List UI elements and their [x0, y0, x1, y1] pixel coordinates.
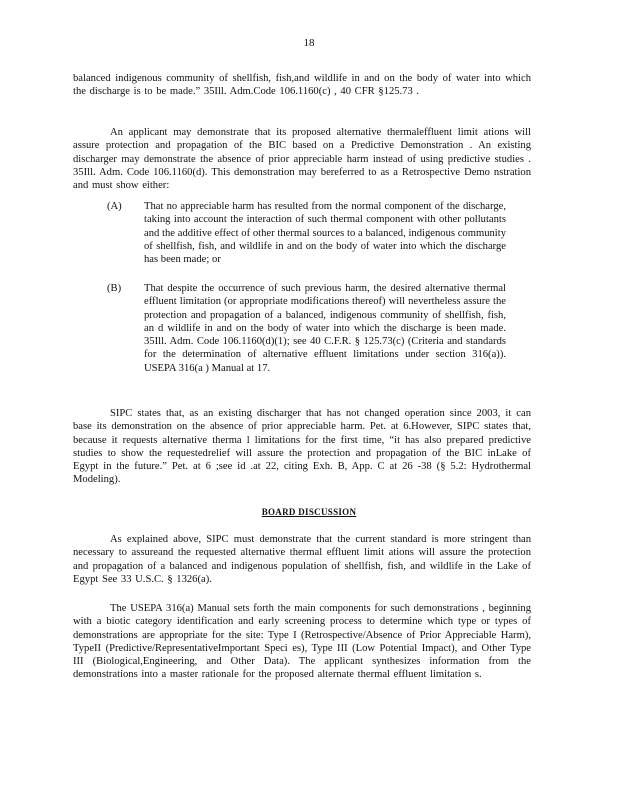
list-text-a: That no appreciable harm has resulted from the normal component of the discharge, taking into account the interaction of such thermal component with other pollutants and the additive effect of other thermal sources to a balanced, indigenous community of shellfish, fish, and wildlife in and on the body of water into which the discharge has been made; or	[144, 201, 506, 266]
paragraph-as-explained: As explained above, SIPC must demonstrate that the current standard is more stringent than necessary to assureand the requested alternative thermal effluent limit ations will assure the protection and propagation of a balanced and indigenous population of shellfish, fish, and wildlife in the Lake of Egypt See 33 U.S.C. § 1326(a).	[73, 534, 531, 585]
section-heading	[0, 506, 618, 519]
paragraph-continued: balanced indigenous community of shellfish, fish,and wildlife in and on the body of water into which the discharge is to be made.” 35Ill. Adm.Code 106.1160(c) , 40 CFR §125.73 .	[73, 73, 531, 98]
list-text-b: That despite the occurrence of such previous harm, the desired alternative thermal effluent limitation (or appropriate modifications thereof) will nevertheless assure the protection and propagation of a balanced, indigenous community of shellfish, fish, an d wildlife in and on the body of water into which the discharge is been made. 35Ill. Adm. Code 106.1160(d)(1); see 40 C.F.R. § 125.73(c) (Criteria and standards for the determination of alternative effluent limitations under section 316(a)). USEPA 316(a ) Manual at 17.	[144, 283, 506, 374]
section-heading-text: BOARD DISCUSSION	[261, 507, 357, 517]
page-number: 18	[303, 37, 315, 49]
list-label-b: (B)	[107, 283, 122, 294]
paragraph-sipc-states: SIPC states that, as an existing discharger that has not changed operation since 2003, it can base its demonstration on the absence of prior appreciable harm. Pet. at 6.However, SIPC states that, because it requests alternative therma l limitations for the first time, “it has also prepared predictive studies to show the requestedrelief will assure the protection and propagation of the BIC inLake of Egypt in the future.” Pet. at 6 ;see id .at 22, citing Exh. B, App. C at 26 -38 (§ 5.2: Hydrothermal Modeling).	[73, 408, 531, 486]
paragraph-applicant-demonstration: An applicant may demonstrate that its proposed alternative thermaleffluent limit ations will assure protection and propagation of the BIC based on a Predictive Demonstration . An existing discharger may demonstrate the absence of prior appreciable harm instead of using predictive studies . 35Ill. Adm. Code 106.1160(d). This demonstration may bereferred to as a Retrospective Demo nstration and must show either:	[73, 127, 531, 192]
list-label-a: (A)	[107, 201, 122, 212]
paragraph-usepa-manual: The USEPA 316(a) Manual sets forth the main components for such demonstrations , beginning with a biotic category identification and early screening process to determine which type or types of demonstrations are appropriate for the site: Type I (Retrospective/Absence of Prior Appreciable Harm), TypeII (Predictive/RepresentativeImportant Speci es), Type III (Low Potential Impact), and Other Type III (Biological,Engineering, and Other Data). The applicant synthesizes information from the demonstrations into a master rationale for the proposed alternate thermal effluent limitation s.	[73, 603, 531, 681]
